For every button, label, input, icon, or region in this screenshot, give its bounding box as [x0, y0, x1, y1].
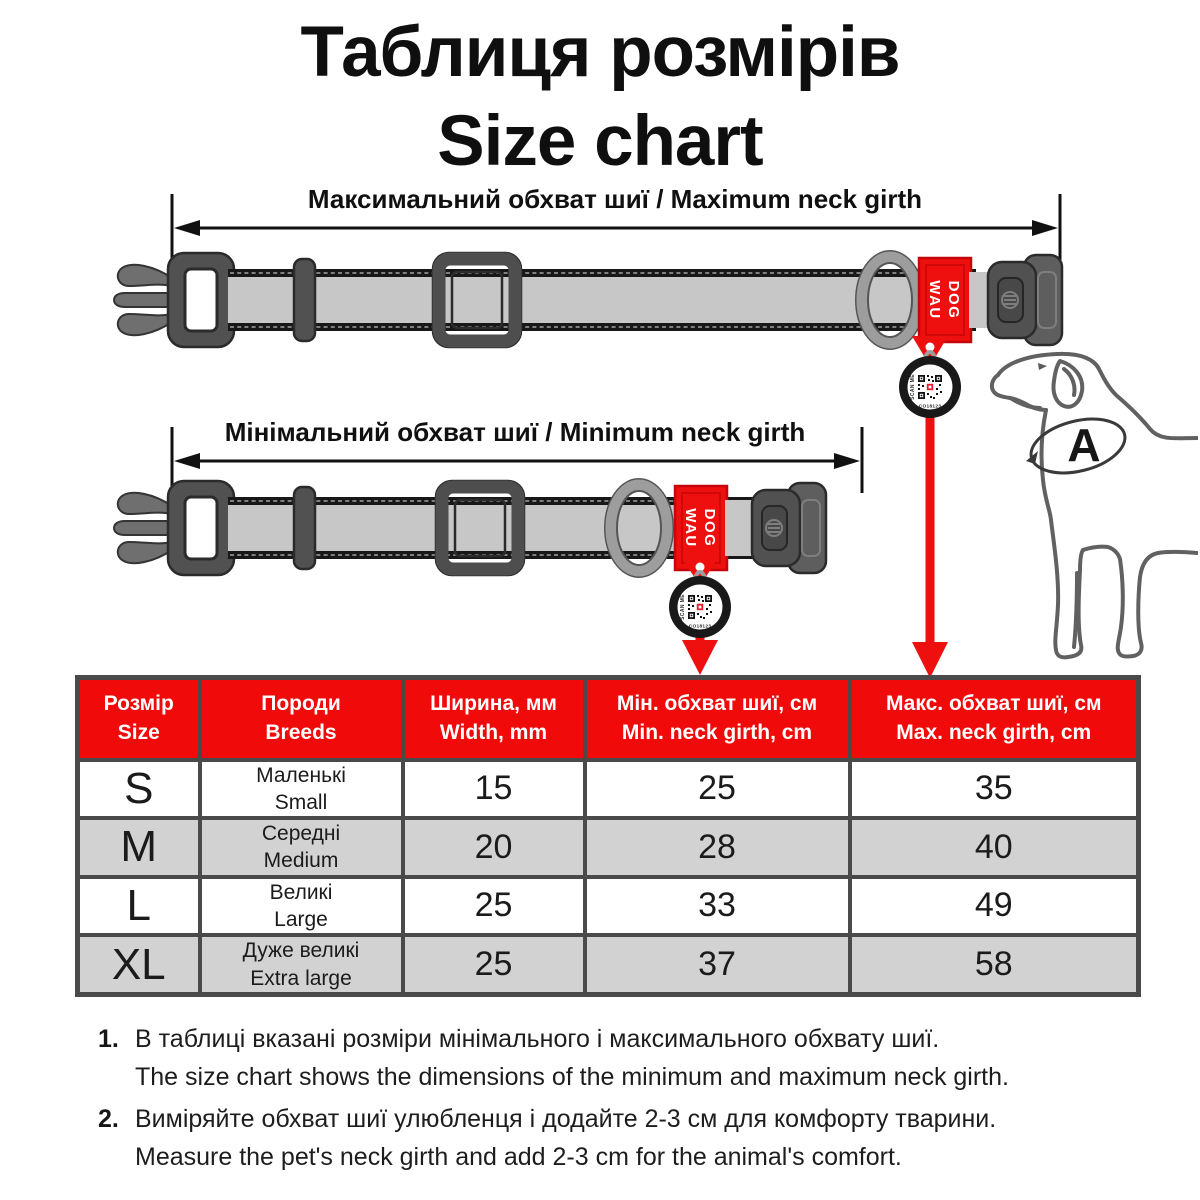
footnotes — [98, 1020, 1138, 1180]
buckle-prongs-icon — [114, 493, 172, 563]
col-header-min-girth: Мін. обхват шиї, см Min. neck girth, cm — [585, 678, 850, 760]
max-girth-cell: 49 — [850, 877, 1139, 936]
col-header-max-girth: Макс. обхват шиї, см Max. neck girth, cm — [850, 678, 1139, 760]
note-number: 1. — [98, 1025, 119, 1053]
keeper-loop-icon — [294, 487, 315, 569]
max-girth-label: Максимальний обхват шиї / Maximum neck girth — [307, 184, 923, 214]
min-girth-cell: 25 — [585, 760, 850, 819]
breeds-cell: Дуже великі Extra large — [200, 935, 403, 994]
min-girth-cell: 33 — [585, 877, 850, 936]
title-line-ua: Таблиця розмірів — [300, 13, 900, 92]
table-row-xl — [78, 935, 1139, 994]
table-header-row — [78, 678, 1139, 760]
width-cell: 20 — [403, 818, 585, 877]
size-table — [75, 675, 1141, 997]
pet-id-tag — [669, 576, 731, 638]
keeper-loop-icon — [294, 259, 315, 341]
size-cell: M — [78, 818, 200, 877]
breeds-cell: Великі Large — [200, 877, 403, 936]
buckle-prongs-icon — [114, 265, 172, 335]
buckle-housing-icon — [969, 255, 1062, 345]
title-line-en: Size chart — [437, 102, 763, 182]
tag-code-text: CO18123 — [688, 624, 712, 630]
size-cell: S — [78, 760, 200, 819]
width-cell: 15 — [403, 760, 585, 819]
buckle-housing-icon — [725, 483, 826, 573]
size-cell: L — [78, 877, 200, 936]
scan-me-text: SCAN ME — [910, 374, 916, 400]
note-item-2 — [98, 1100, 1138, 1176]
max-girth-cell: 58 — [850, 935, 1139, 994]
min-girth-label: Мінімальний обхват шиї / Minimum neck girth — [224, 417, 806, 447]
width-cell: 25 — [403, 877, 585, 936]
pet-id-tag — [899, 356, 961, 418]
brand-label-line2: DOG — [701, 508, 718, 548]
girth-letter-a: A — [1067, 419, 1101, 471]
col-header-size: Розмір Size — [78, 678, 200, 760]
scan-me-text: SCAN ME — [680, 594, 686, 620]
size-cell: XL — [78, 935, 200, 994]
note-text-en: Measure the pet's neck girth and add 2-3 cm for the animal's comfort. — [135, 1143, 902, 1171]
brand-label-line2: DOG — [945, 280, 962, 320]
min-girth-cell: 28 — [585, 818, 850, 877]
width-cell: 25 — [403, 935, 585, 994]
qr-tag-min — [665, 552, 735, 678]
tag-code-text: CO18123 — [918, 404, 942, 410]
max-girth-cell: 40 — [850, 818, 1139, 877]
col-header-width: Ширина, мм Width, mm — [403, 678, 585, 760]
note-text-en: The size chart shows the dimensions of the minimum and maximum neck girth. — [135, 1063, 1009, 1091]
table-row-m — [78, 818, 1139, 877]
dog-illustration — [980, 335, 1198, 690]
min-girth-cell: 37 — [585, 935, 850, 994]
table-row-s — [78, 760, 1139, 819]
qr-tag-max — [895, 330, 965, 680]
note-text-ua: В таблиці вказані розміри мінімального і максимального обхвату шиї. — [135, 1025, 940, 1053]
brand-label-line1: WAU — [682, 508, 699, 548]
page-title — [0, 8, 1200, 187]
col-header-breeds: Породи Breeds — [200, 678, 403, 760]
max-girth-cell: 35 — [850, 760, 1139, 819]
note-item-1 — [98, 1020, 1138, 1096]
breeds-cell: Середні Medium — [200, 818, 403, 877]
breeds-cell: Маленькі Small — [200, 760, 403, 819]
note-number: 2. — [98, 1105, 119, 1133]
brand-label-line1: WAU — [926, 280, 943, 320]
note-text-ua: Виміряйте обхват шиї улюбленця і додайте 2-3 см для комфорту тварини. — [135, 1105, 997, 1133]
table-row-l — [78, 877, 1139, 936]
